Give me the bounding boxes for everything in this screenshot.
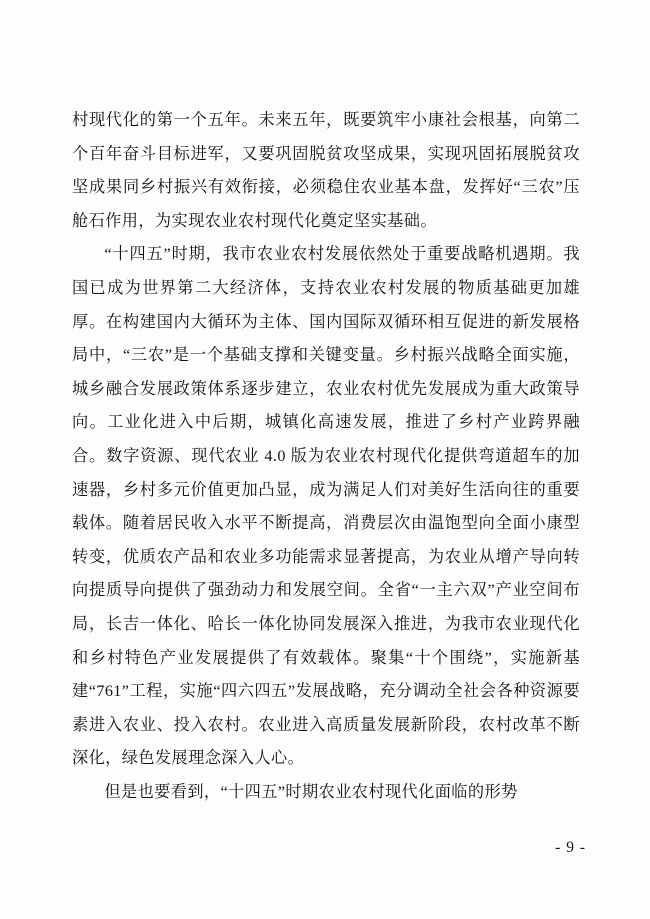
paragraph: 但是也要看到，“十四五”时期农业农村现代化面临的形势 [104, 782, 518, 801]
page-number: - 9 - [555, 839, 586, 856]
page-text-body [72, 104, 580, 809]
paragraph: 村现代化的第一个五年。未来五年，既要筑牢小康社会根基，向第二个百年奋斗目标进军，又要巩固脱贫攻坚成果，实现巩固拓展脱贫攻坚成果同乡村振兴有效衔接，必须稳住农业基本盘，发挥好“三农”压舱石作用，为实现农业农村现代化奠定坚实基础。 [72, 111, 580, 230]
paragraph: “十四五”时期，我市农业农村发展依然处于重要战略机遇期。我国已成为世界第二大经济体，支持农业农村发展的物质基础更加雄厚。在构建国内大循环为主体、国内国际双循环相互促进的新发展格局中，“三农”是一个基础支撑和关键变量。乡村振兴战略全面实施，城乡融合发展政策体系逐步建立，农业农村优先发展成为重大政策导向。工业化进入中后期，城镇化高速发展，推进了乡村产业跨界融合。数字资源、现代农业 4.0 版为农业农村现代化提供弯道超车的加速器，乡村多元价值更加凸显，成为满足人们对美好生活向往的重要载体。随着居民收入水平不断提高，消费层次由温饱型向全面小康型转变，优质农产品和农业多功能需求显著提高，为农业从增产导向转向提质导向提供了强劲动力和发展空间。全省“一主六双”产业空间布局，长吉一体化、哈长一体化协同发展深入推进，为我市农业现代化和乡村特色产业发展提供了有效载体。聚集“十个围绕”，实施新基建“761”工程，实施“四六四五”发展战略，充分调动全社会各种资源要素进入农业、投入农村。农业进入高质量发展新阶段，农村改革不断深化，绿色发展理念深入人心。 [72, 245, 580, 768]
